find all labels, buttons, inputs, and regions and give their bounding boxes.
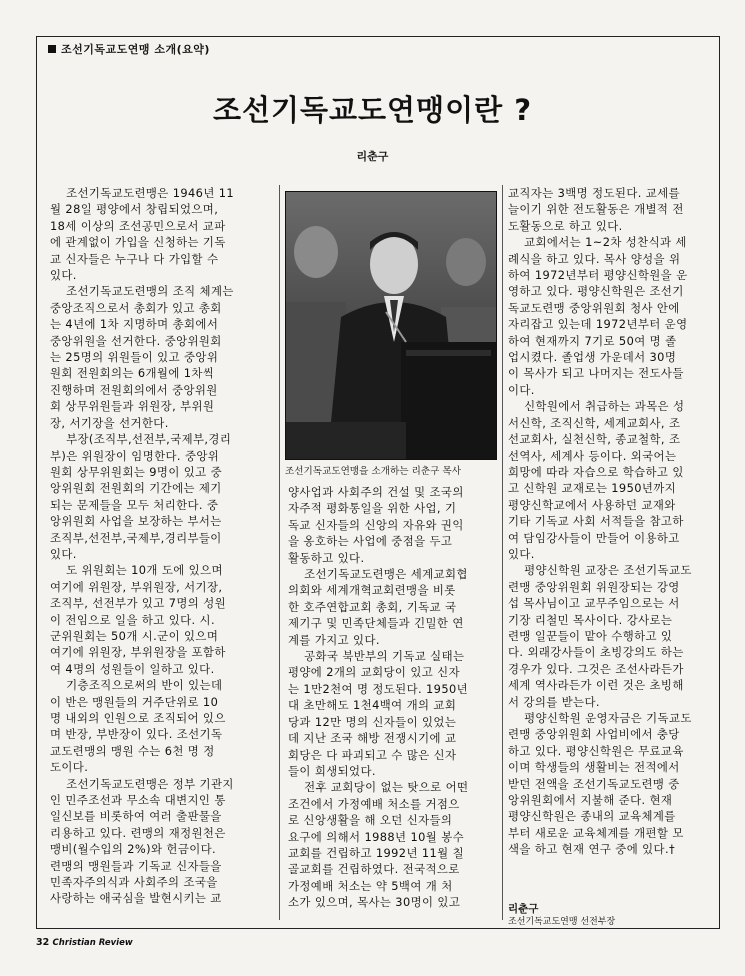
right-column-text: 교직자는 3백명 정도된다. 교세를 늘이기 위한 전도활동은 개별적 전 도활동으로 하고 있다. 교회에서는 1~2차 성찬식과 세 례식을 하고 있다. 목사 양성을 위 하여 1972년부터 평양신학원을 운 영하고 있다. 평양신학원은 조선기 독교도련맹 중앙위원회 청사 안에 자리잡고 있는데 1972년부터 운영 하여 현재까지 7기로 50여 명 졸 업시켰다. 졸업생 가운데서 30명 이 목사가 되고 나머지는 전도사들 이다. 신학원에서 취급하는 과목은 성 서신학, 조직신학, 세계교회사, 조 선교회사, 실천신학, 종교철학, 조 선역사, 세계사 등이다. 외국어는 희망에 따라 자습으로 학습하고 있 고 신학원 교재로는 1950년까지 평양신학교에서 사용하던 교재와 기타 기독교 사회 서적들을 참고하 여 담임강사들이 만들어 이용하고 있다. 평양신학원 교장은 조선기독교도 련맹 중앙위원회 위원장되는 강영 섭 목사님이고 교무주임으로는 서 기장 리철민 목사이다. 강사로는 련맹 일꾼들이 맡아 수행하고 있 다. 외래강사들이 초빙강의도 하는 경우가 있다. 그것은 조선사라든가 세계 역사라든가 이런 것은 초빙해 서 강의를 받는다. 평양신학원 운영자금은 기독교도 련맹 중앙위원회 사업비에서 충당 하고 있다. 평양신학원은 무료교육 이며 학생들의 생활비는 전적에서 받던 전액을 조선기독교도련맹 중 앙위원회에서 지불해 준다. 현재 평양신학원은 종내의 교육체계를 부터 새로운 교육체계를 개편할 모 색을 하고 현재 연구 중에 있다.† [508,186,692,857]
author-name: 리춘구 [508,903,539,915]
author-affiliation: 조선기독교도연맹 선전부장 [508,917,616,927]
photo-caption: 조선기독교도연맹을 소개하는 리춘구 목사 [285,466,461,477]
left-column-text: 조선기독교도련맹은 1946년 11 월 28일 평양에서 창립되었으며, 18세 이상의 조선공민으로서 교파 에 관계없이 가입을 신청하는 기독 교 신자들은 누구나 다 가입할 수 있다. 조선기독교도련맹의 조직 체계는 중앙조직으로서 총회가 있고 총회 는 4년에 1차 지명하며 총회에서 중앙위원을 선거한다. 중앙위원회 는 25명의 위원들이 있고 중앙위 원회 전원회의는 6개월에 1차씩 진행하며 전원회의에서 중앙위원 회 상무위원들과 위원장, 부위원 장, 서기장을 선거한다. 부장(조직부,선전부,국제부,경리 부)은 위원장이 임명한다. 중앙위 원회 상무위원회는 9명이 있고 중 앙위원회 전원회의 기간에는 제기 되는 문제들을 모두 처리한다. 중 앙위원회 사업을 보장하는 부서는 조직부,선전부,국제부,경리부들이 있다. 도 위원회는 10개 도에 있으며 여기에 위원장, 부위원장, 서기장, 조직부, 선전부가 있고 7명의 성원 이 전임으로 일을 하고 있다. 시. 군위원회는 50개 시.군이 있으며 여기에 위원장, 부위원장을 포함하 여 4명의 성원들이 일하고 있다. 기층조직으로써의 반이 있는데 이 반은 맹원들의 거주단위로 10 명 내외의 인원으로 조직되어 있으 며 반장, 부반장이 있다. 조선기독 교도련맹의 맹원 수는 6천 명 정 도이다. 조선기독교도련맹은 정부 기관지 인 민주조선과 무소속 대변지인 통 일신보를 비롯하여 여러 출판물을 리용하고 있다. 련맹의 재정원천은 맹비(월수입의 2%)와 헌금이다. 련맹의 맹원들과 기독교 신자들을 민족자주의식과 사회주의 조국을 사랑하는 애국심을 발현시키는 교 [50,186,235,906]
section-header [48,41,210,57]
middle-column-text: 양사업과 사회주의 건설 및 조국의 자주적 평화통일을 위한 사업, 기 독교 신자들의 신앙의 자유와 권익 을 옹호하는 사업에 중점을 두고 활동하고 있다. 조선기독교도련맹은 세계교회협 의회와 세계개혁교회련맹을 비롯 한 호주연합교회 총회, 기독교 국 제기구 및 민족단체들과 긴밀한 연 계를 가지고 있다. 공화국 북반부의 기독교 실태는 평양에 2개의 교회당이 있고 신자 는 1만2천여 명 정도된다. 1950년 대 초만해도 1천4백여 개의 교회 당과 12만 명의 신자들이 있었는 데 지난 조국 해방 전쟁시기에 교 회당은 다 파괴되고 수 많은 신자 들이 희생되었다. 전후 교회당이 없는 탓으로 어떤 조건에서 가정예배 처소를 거점으 로 신앙생활을 해 오던 신자들의 요구에 의해서 1988년 10월 봉수 교회를 건립하고 1992년 11월 칠 골교회를 건립하였다. 전국적으로 가정예배 처소는 약 5백여 개 처 소가 있으며, 목사는 30명이 있고 [288,485,469,910]
author-block [508,903,615,929]
page-footer [36,937,133,948]
section-label: 조선기독교도연맹 소개(요약) [61,43,210,56]
byline: 리춘구 [356,150,389,163]
publication-name: Christian Review [52,938,133,948]
article-photo [285,191,497,460]
square-bullet-icon [48,45,56,53]
article-title: 조선기독교도연맹이란 ? [212,93,533,127]
page-number: 32 [36,937,50,948]
column-divider-right [502,185,503,920]
column-divider-left [279,185,280,920]
